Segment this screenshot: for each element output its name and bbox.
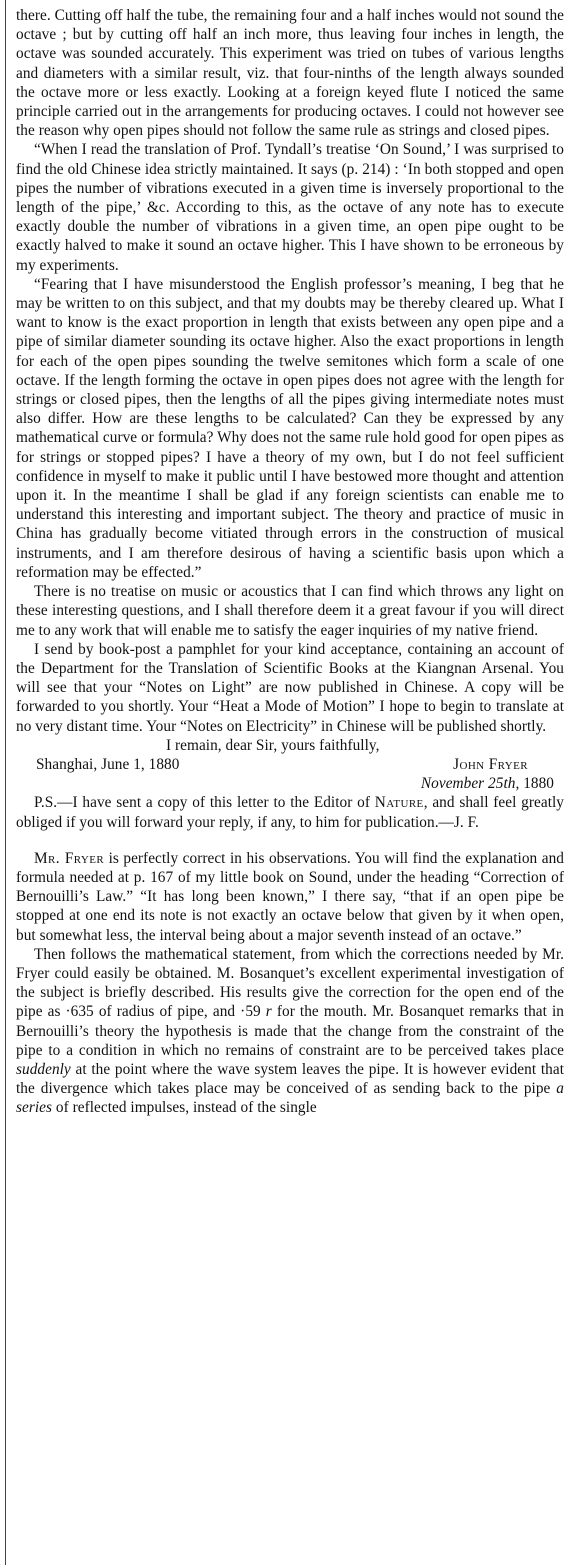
postscript bbox=[16, 793, 564, 831]
reply-p2-d: of reflected impulses, instead of the single bbox=[52, 1099, 317, 1117]
letter-closing: I remain, dear Sir, yours faithfully, bbox=[166, 736, 380, 754]
letter-paragraph-4: There is no treatise on music or acoustics that I can find which throws any light on these interesting questions, and I shall therefore deem it a great favour if you will direct me to any work that will enable me to satisfy the eager inquiries of my native friend. bbox=[16, 583, 564, 639]
reply-p2-c: at the point where the wave system leaves the pipe. It is however evident that the divergence which takes place may be conceived of as sending back to the pipe bbox=[16, 1060, 564, 1098]
reply-p2-series: a series bbox=[16, 1080, 564, 1117]
postscript-text-b: , and shall feel greatly obliged if you will forward your reply, if any, to him for publication.—J. F. bbox=[16, 794, 564, 831]
postscript-text-a: P.S.—I have sent a copy of this letter to the Editor of bbox=[34, 794, 375, 812]
text-column bbox=[16, 6, 564, 1118]
reply-name: Mr. Fryer bbox=[34, 849, 105, 867]
second-date bbox=[16, 774, 564, 793]
reply-p2-suddenly: suddenly bbox=[16, 1060, 71, 1078]
reply-paragraph-1-text: is perfectly correct in his observations. You will find the explanation and formula needed at p. 167 of my little book on Sound, under the heading “Correction of Bernouilli’s Law.” “It has long been known,” I there say, “that if an open pipe be stopped at one end its note is not exactly an octave below that given by it when open, but somewhat less, the interval being about a major seventh instead of an octave.” bbox=[16, 849, 564, 944]
reply-p2-r: r bbox=[265, 1003, 272, 1021]
column-rule bbox=[5, 0, 6, 1565]
letter-paragraph-5: I send by book-post a pamphlet for your kind acceptance, containing an account of the Department for the Translation of Scientific Books at the Kiangnan Arsenal. You will see that your “Notes on Light” are now published in Chinese. A copy will be forwarded to you shortly. Your “Heat a Mode of Motion” I hope to begin to translate at no very distant time. Your “Notes on Electricity” in Chinese will be published shortly. bbox=[16, 640, 564, 735]
place-date: Shanghai, June 1, 1880 bbox=[36, 755, 180, 773]
letter-paragraph-2: “When I read the translation of Prof. Tyndall’s treatise ‘On Sound,’ I was surprised to find the old Chinese idea strictly maintained. It says (p. 214) : ‘In both stopped and open pipes the number of vibrations executed in a given time is inversely proportional to the length of the pipe,’ &c. According to this, as the octave of any note has to execute exactly double the number of vibrations in a given time, an open pipe ought to be exactly halved to make it sound an octave higher. This I have shown to be erroneous by my experiments. bbox=[16, 141, 564, 274]
letter-paragraph-1: there. Cutting off half the tube, the remaining four and a half inches would not sound the octave ; but by cutting off half an inch more, thus leaving four inches in length, the octave was sounded accurately. This experiment was tried on tubes of various lengths and diameters with a similar result, viz. that four-ninths of the length always sounded the octave more or less exactly. Looking at a foreign keyed flute I noticed the same principle carried out in the arrangements for producing octaves. I could not however see the reason why open pipes should not follow the same rule as strings and closed pipes. bbox=[16, 7, 564, 140]
second-date-italic: November 25th, bbox=[420, 775, 520, 793]
reply-p2-b: for the mouth. Mr. Bosanquet remarks that in Bernouilli’s theory the hypothesis is made that the change from the constraint of the pipe to a condition in which no remains of constraint are to be perceived takes place bbox=[16, 1003, 564, 1059]
reply-paragraph-1 bbox=[16, 849, 564, 945]
signature: John Fryer bbox=[453, 755, 528, 773]
reply-paragraph-2 bbox=[16, 945, 564, 1118]
second-date-year: 1880 bbox=[519, 775, 554, 793]
signature-row bbox=[16, 755, 564, 774]
reply-p2-a: Then follows the mathematical statement, from which the corrections needed by Mr. Fryer could easily be obtained. M. Bosanquet’s excellent experimental investigation of the subject is briefly described. His results give the correction for the open end of the pipe as ·635 of radius of pipe, and ·59 bbox=[16, 945, 564, 1021]
letter-paragraph-3: “Fearing that I have misunderstood the English professor’s meaning, I beg that he may be written to on this subject, and that my doubts may be thereby cleared up. What I want to know is the exact proportion in length that exists between any open pipe and a pipe of similar diameter sounding its octave higher. Also the exact proportions in length for each of the open pipes sounding the twelve semitones which form a scale of one octave. If the length forming the octave in open pipes does not agree with the length for strings or closed pipes, then the lengths of all the pipes giving intermediate notes must also differ. How are these lengths to be calculated? Can they be expressed by any mathematical curve or formula? Why does not the same rule hold good for open pipes as for strings or stopped pipes? I have a theory of my own, but I do not feel sufficient confidence in myself to make it public until I have bestowed more thought and attention upon it. In the meantime I shall be glad if any foreign scientists can enable me to understand this interesting and important subject. The theory and practice of music in China has gradually become vitiated through errors in the construction of musical instruments, and I am therefore desirous of having a scientific basis upon which a reformation may be effected.” bbox=[16, 275, 564, 581]
section-gap bbox=[16, 832, 564, 849]
journal-name: Nature bbox=[374, 794, 424, 812]
